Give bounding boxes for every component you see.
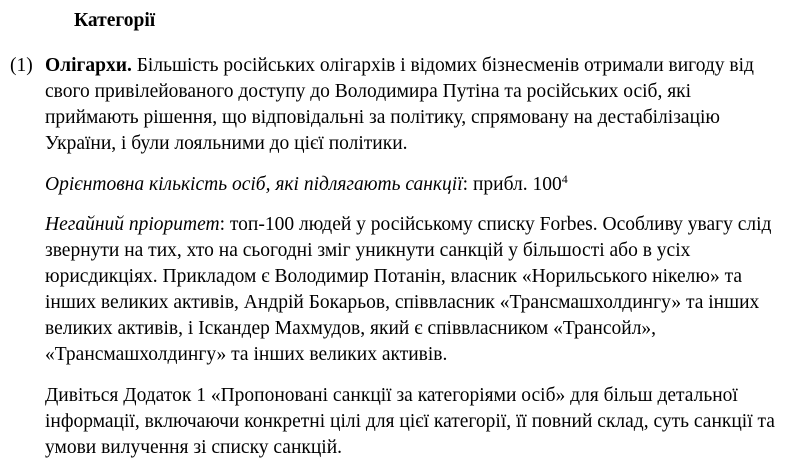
priority-paragraph xyxy=(45,212,785,368)
list-item-number: (1) xyxy=(10,55,33,76)
estimate-paragraph xyxy=(45,172,785,199)
estimate-value: : прибл. 100 xyxy=(462,174,562,195)
estimate-label: Орієнтовна кількість осіб, які підлягають санкції xyxy=(45,174,463,195)
priority-text: : топ-100 людей у російському списку Forbes. Особливу увагу слід звернути на тих, хто на сьогодні зміг уникнути санкцій у більшості або в усіх юрисдикціях. Прикладом є Володимир Потанін, власник «Норильського нікелю» та інших великих активів, Андрій Бокарьов, співвласник «Трансмашхолдингу» та інших великих активів, і Іскандер Махмудов, який є співвласником «Трансойл», «Трансмашхолдингу» та інших великих активів. xyxy=(45,214,772,365)
section-heading: Категорії xyxy=(74,10,156,31)
annex-reference-paragraph: Дивіться Додаток 1 «Пропоновані санкції за категоріями осіб» для більш детальної інформації, включаючи конкретні цілі для цієї категорії, її повний склад, суть санкції та умови вилучення зі списку санкцій. xyxy=(45,385,775,458)
priority-label: Негайний пріоритет xyxy=(45,214,220,235)
oligarchs-paragraph xyxy=(45,53,785,157)
oligarchs-term: Олігархи. xyxy=(45,55,132,76)
footnote-marker[interactable]: 4 xyxy=(561,172,568,186)
oligarchs-description: Більшість російських олігархів і відомих бізнесменів отримали вигоду від свого привілейованого доступу до Володимира Путіна та російських осіб, які приймають рішення, що відповідальні за політику, спрямовану на дестабілізацію України, і були лояльними до цієї політики. xyxy=(45,55,754,154)
